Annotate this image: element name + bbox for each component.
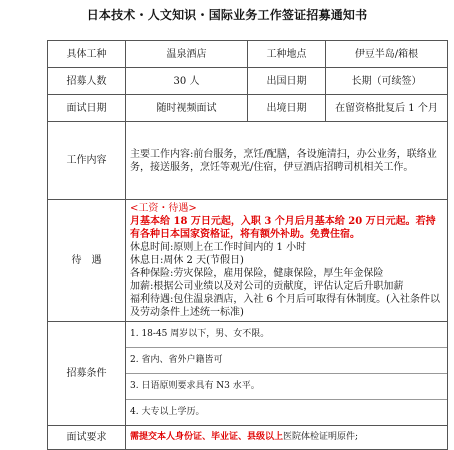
interview-date-value: 随时视频面试 (126, 95, 248, 122)
work-period-label: 出国日期 (248, 68, 326, 95)
treatment-line: 福利待遇:包住温泉酒店，入社 6 个月后可取得有休制度。(入社条件以及劳动条件上述统一标准) (130, 294, 440, 318)
treatment-salary: 月基本给 18 万日元起，入职 3 个月后月基本给 20 万日元起。若持有各种日本国家资格证，将有额外补助。免费住宿。 (130, 216, 436, 240)
work-period-value: 长期（可续签） (326, 68, 448, 95)
interview-req-red: 需提交本人身份证、毕业证、县级以上 (130, 432, 284, 442)
table-row (48, 41, 448, 68)
location-label: 工种地点 (248, 41, 326, 68)
treatment-label: 待 遇 (48, 200, 126, 322)
job-type-value: 温泉酒店 (126, 41, 248, 68)
treatment-cell (126, 200, 448, 322)
document-title: 日本技术・人文知识・国际业务工作签证招募通知书 (86, 8, 368, 22)
requirements-cell (126, 322, 448, 426)
treatment-line: 休息日:周休 2 天(节假日) (130, 255, 244, 266)
departure-label: 出境日期 (248, 95, 326, 122)
table-row (48, 122, 448, 200)
requirement-item: 4. 大专以上学历。 (130, 407, 205, 417)
requirement-item: 1. 18-45 周岁以下，男、女不限。 (126, 322, 447, 348)
treatment-line: 加薪:根据公司业绩以及对公司的贡献度，评估认定后升职加薪 (130, 281, 404, 292)
requirement-item: 3. 日语原则要求具有 N3 水平。 (126, 374, 447, 400)
table-row (48, 322, 448, 426)
interview-req-rest: 医院体检证明原件; (283, 432, 359, 442)
treatment-line: 休息时间:原则上在工作时间内的 1 小时 (130, 242, 307, 253)
treatment-header: <工资・待遇> (130, 203, 197, 214)
work-content-label: 工作内容 (48, 122, 126, 200)
requirements-label: 招募条件 (48, 322, 126, 426)
table-row (48, 200, 448, 322)
interview-req-label: 面试要求 (48, 426, 126, 450)
interview-req-cell (126, 426, 448, 450)
table-row (48, 68, 448, 95)
job-type-label: 具体工种 (48, 41, 126, 68)
treatment-line: 各种保险:劳灾保险，雇用保险，健康保险，厚生年金保险 (130, 268, 384, 279)
headcount-value: 30 人 (126, 68, 248, 95)
interview-date-label: 面试日期 (48, 95, 126, 122)
recruitment-table (47, 40, 448, 450)
table-row (48, 426, 448, 450)
work-content-text: 主要工作内容:前台服务，烹饪/配膳，各设施清扫，办公业务，联络业务，接送服务，烹饪等观光/住宿，伊豆酒店招聘司机相关工作。 (126, 122, 448, 200)
requirement-item: 2. 省内、省外户籍皆可 (126, 348, 447, 374)
table-row (48, 95, 448, 122)
departure-value: 在留资格批复后 1 个月 (326, 95, 448, 122)
location-value: 伊豆半岛/箱根 (326, 41, 448, 68)
headcount-label: 招募人数 (48, 68, 126, 95)
